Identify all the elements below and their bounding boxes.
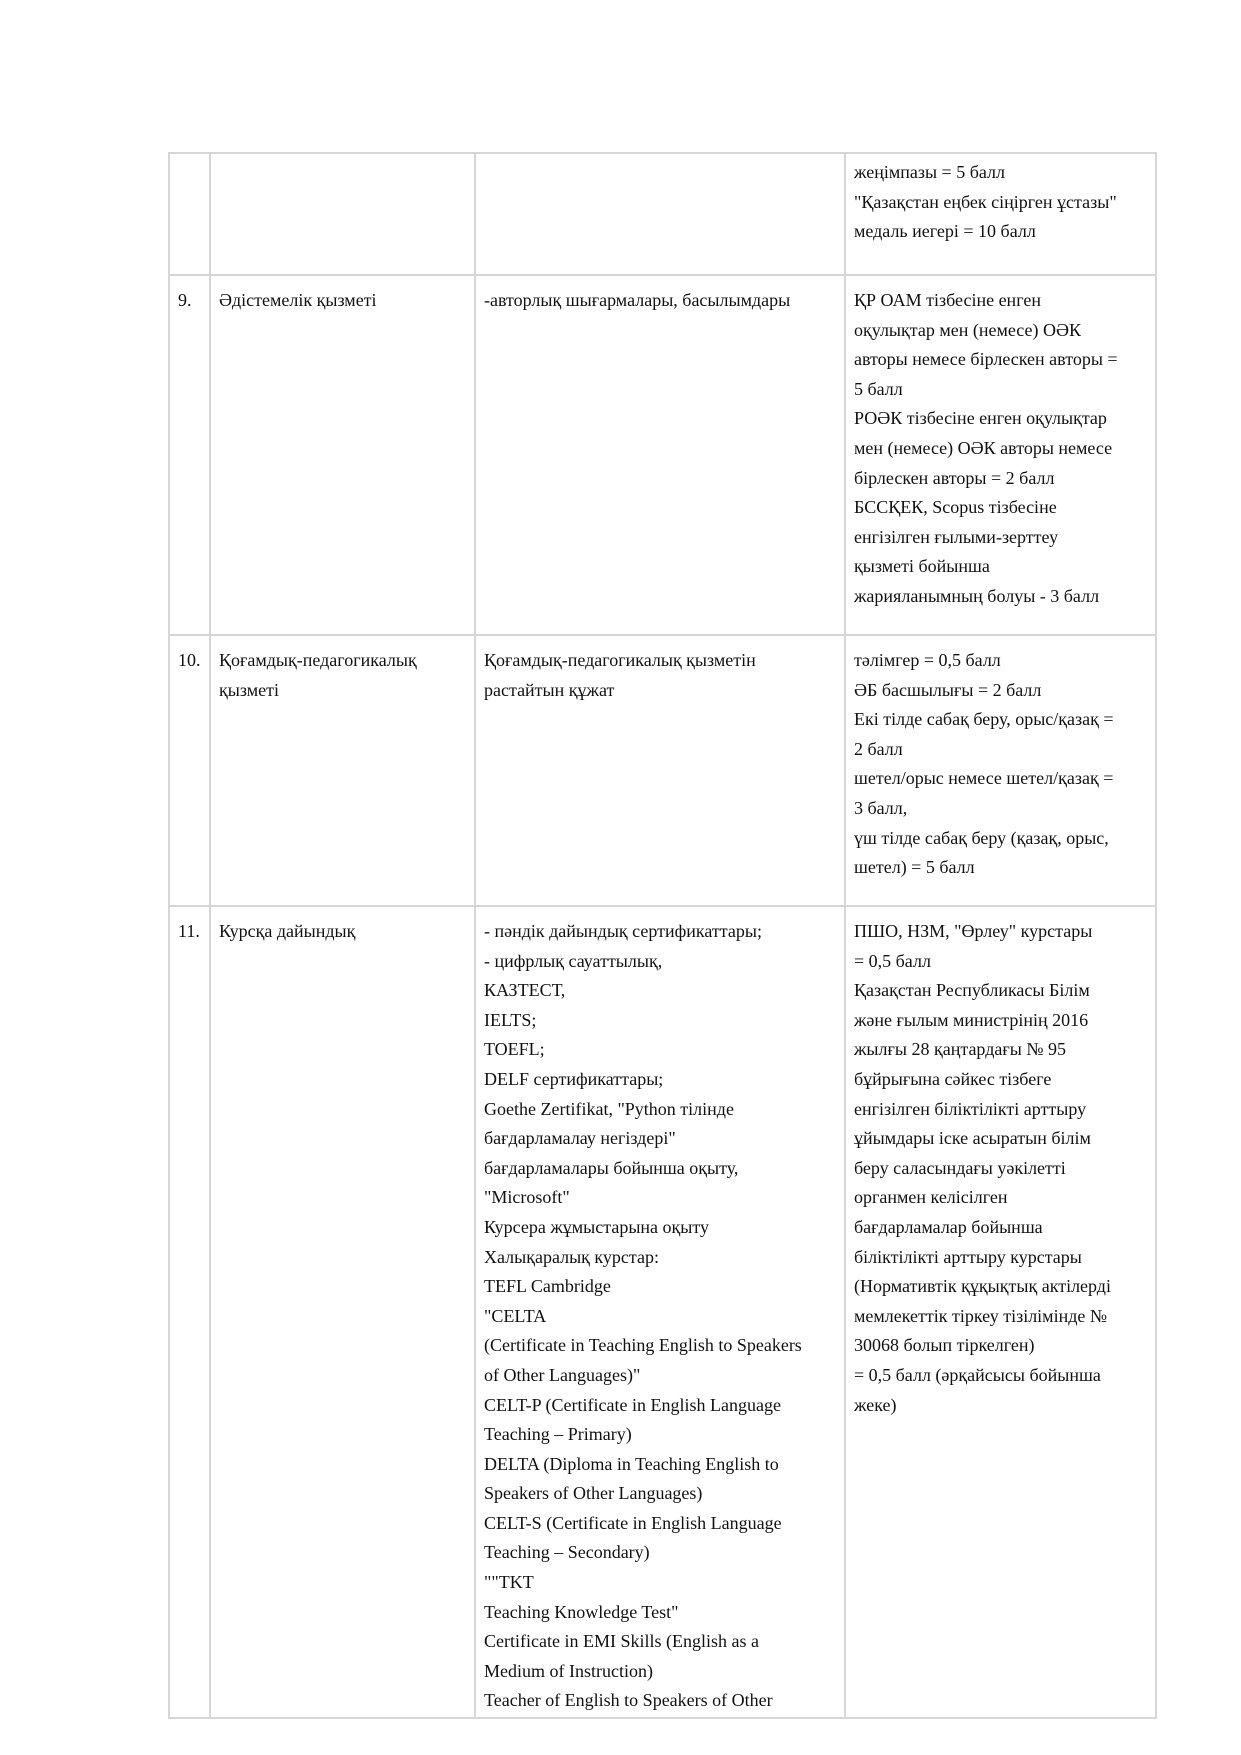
documents-line: -авторлық шығармалары, басылымдары [484,290,791,310]
points-line: 3 балл, [854,797,908,818]
documents-line: Teaching – Secondary) [484,1542,650,1563]
cell-criterion-name [210,153,475,275]
points-line: Екі тілде сабақ беру, орыс/қазақ = [854,709,1114,730]
criterion-name-line: Қоғамдық-педагогикалық [219,650,417,670]
table-row [169,906,1156,1718]
documents-line: Speakers of Other Languages) [484,1483,703,1504]
cell-number [169,906,210,1718]
documents-line: CELT-S (Certificate in English Language [484,1512,782,1533]
points-line: бірлескен авторы = 2 балл [854,467,1055,488]
documents-line: IELTS; [484,1009,537,1030]
points-line: және ғылым министрінің 2016 [854,1009,1089,1030]
points-line: жеңімпазы = 5 балл [854,162,1005,182]
points-line: енгізілген біліктілікті арттыру [854,1098,1087,1119]
documents-line: CELT-P (Certificate in English Language [484,1394,781,1415]
points-line: қызметі бойынша [854,556,990,577]
points-line: = 0,5 балл [854,950,931,971]
documents-line: Teacher of English to Speakers of Other [484,1690,773,1711]
points-line: бағдарламалар бойынша [854,1216,1043,1237]
criterion-name-line: Әдістемелік қызметі [219,290,377,310]
points-line: мемлекеттік тіркеу тізілімінде № [854,1305,1108,1326]
cell-criterion-name [210,275,475,635]
points-line: ӘБ басшылығы = 2 балл [854,679,1042,700]
documents-line: TEFL Cambridge [484,1276,611,1297]
documents-line: Курсера жұмыстарына оқыту [484,1216,710,1237]
points-line: тәлімгер = 0,5 балл [854,650,1001,670]
row-number: 11. [178,921,200,941]
criterion-name-line: Курсқа дайындық [219,921,356,941]
points-line: = 0,5 балл (әрқайсысы бойынша [854,1364,1101,1385]
points-line: біліктілікті арттыру курстары [854,1246,1082,1267]
cell-documents [475,275,845,635]
documents-line: DELTA (Diploma in Teaching English to [484,1453,779,1474]
cell-points [845,906,1156,1718]
documents-line: of Other Languages)" [484,1364,641,1385]
points-line: Қазақстан Республикасы Білім [854,980,1090,1001]
points-line: ұйымдары іске асыратын білім [854,1128,1091,1149]
points-line: ПШО, НЗМ, "Өрлеу" курстары [854,921,1093,941]
cell-documents [475,153,845,275]
points-line: оқулықтар мен (немесе) ОӘК [854,319,1082,340]
points-line: мен (немесе) ОӘК авторы немесе [854,437,1113,458]
documents-line: растайтын құжат [484,679,615,700]
cell-criterion-name [210,906,475,1718]
points-line: үш тілде сабақ беру (қазақ, орыс, [854,827,1109,848]
documents-line: - цифрлық сауаттылық, [484,950,663,971]
cell-points [845,153,1156,275]
points-line: шетел/орыс немесе шетел/қазақ = [854,768,1114,789]
row-number: 10. [178,650,201,670]
cell-points [845,635,1156,906]
row-number: 9. [178,290,192,310]
points-line: 2 балл [854,738,903,759]
table-row [169,275,1156,635]
criterion-name-line: қызметі [219,679,279,700]
documents-line: Teaching Knowledge Test" [484,1601,679,1622]
points-line: жылғы 28 қаңтардағы № 95 [854,1039,1066,1060]
points-line: (Нормативтік құқықтық актілерді [854,1276,1111,1297]
documents-line: Medium of Instruction) [484,1660,653,1681]
table-row [169,635,1156,906]
cell-documents [475,906,845,1718]
documents-line: (Certificate in Teaching English to Speakers [484,1335,802,1356]
documents-line: Халықаралық курстар: [484,1246,659,1267]
documents-line: ""TKT [484,1572,534,1593]
cell-documents [475,635,845,906]
documents-line: Қоғамдық-педагогикалық қызметін [484,650,756,670]
points-line: медаль иегері = 10 балл [854,221,1036,242]
cell-points [845,275,1156,635]
points-line: 5 балл [854,378,903,399]
cell-number [169,635,210,906]
points-line: ҚР ОАМ тізбесіне енген [854,290,1041,310]
documents-line: Teaching – Primary) [484,1424,632,1445]
points-line: бұйрығына сәйкес тізбеге [854,1068,1052,1089]
points-line: беру саласындағы уәкілетті [854,1157,1066,1178]
criteria-table [168,152,1157,1719]
cell-number [169,275,210,635]
cell-number [169,153,210,275]
points-line: жеке) [854,1394,897,1415]
points-line: "Қазақстан еңбек сіңірген ұстазы" [854,191,1117,212]
points-line: РОӘК тізбесіне енген оқулықтар [854,408,1107,429]
points-line: органмен келісілген [854,1187,1008,1208]
cell-criterion-name [210,635,475,906]
points-line: енгізілген ғылыми-зерттеу [854,526,1059,547]
documents-line: бағдарламалары бойынша оқыту, [484,1157,739,1178]
documents-line: КАЗТЕСТ, [484,980,566,1001]
documents-line: - пәндік дайындық сертификаттары; [484,921,762,941]
criteria-table-body [169,153,1156,1718]
documents-line: "CELTA [484,1305,547,1326]
table-row-continuation [169,153,1156,275]
points-line: авторы немесе бірлескен авторы = [854,349,1118,370]
points-line: шетел) = 5 балл [854,857,975,878]
points-line: БССҚЕК, Scopus тізбесіне [854,497,1057,518]
documents-line: DELF сертификаттары; [484,1068,664,1089]
documents-line: TOEFL; [484,1039,545,1060]
documents-line: "Microsoft" [484,1187,570,1208]
points-line: жарияланымның болуы - 3 балл [854,585,1100,606]
documents-line: Goethe Zertifikat, "Python тілінде [484,1098,734,1119]
documents-line: Certificate in EMI Skills (English as a [484,1631,759,1652]
documents-line: бағдарламалау негіздері" [484,1128,676,1149]
points-line: 30068 болып тіркелген) [854,1335,1035,1356]
